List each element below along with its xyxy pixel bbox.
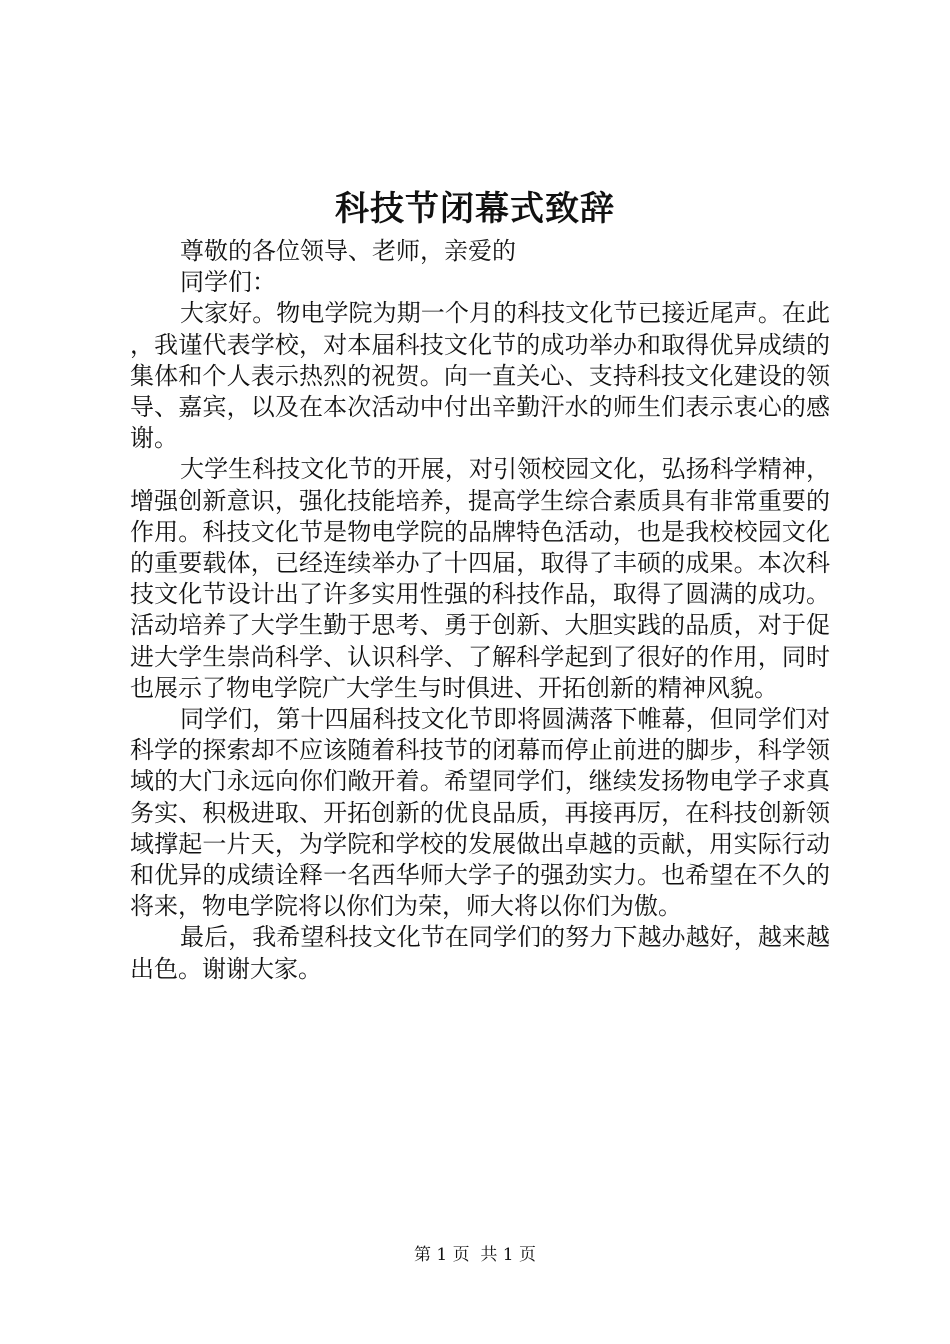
paragraph-closing: 最后，我希望科技文化节在同学们的努力下越办越好，越来越出色。谢谢大家。 bbox=[130, 923, 830, 983]
page-number-footer: 第 1 页 共 1 页 bbox=[413, 1245, 537, 1265]
paragraph-greeting: 大家好。物电学院为期一个月的科技文化节已接近尾声。在此，我谨代表学校，对本届科技文化节的成功举办和取得优异成绩的集体和个人表示热烈的祝贺。向一直关心、支持科技文化建设的领导、嘉宾，以及在本次活动中付出辛勤汗水的师生们表示衷心的感谢。 bbox=[130, 299, 830, 453]
salutation-line-1: 尊敬的各位领导、老师，亲爱的 bbox=[180, 237, 516, 265]
paragraph-hopes: 同学们，第十四届科技文化节即将圆满落下帷幕，但同学们对科学的探索却不应该随着科技节的闭幕而停止前进的脚步，科学领域的大门永远向你们敞开着。希望同学们，继续发扬物电学子求真务实、积极进取、开拓创新的优良品质，再接再厉，在科技创新领域撑起一片天，为学院和学校的发展做出卓越的贡献，用实际行动和优异的成绩诠释一名西华师大学子的强劲实力。也希望在不久的将来，物电学院将以你们为荣，师大将以你们为傲。 bbox=[130, 705, 830, 921]
paragraph-festival-significance: 大学生科技文化节的开展，对引领校园文化，弘扬科学精神，增强创新意识，强化技能培养，提高学生综合素质具有非常重要的作用。科技文化节是物电学院的品牌特色活动，也是我校校园文化的重要载体，已经连续举办了十四届，取得了丰硕的成果。本次科技文化节设计出了许多实用性强的科技作品，取得了圆满的成功。活动培养了大学生勤于思考、勇于创新、大胆实践的品质，对于促进大学生崇尚科学、认识科学、了解科学起到了很好的作用，同时也展示了物电学院广大学生与时俱进、开拓创新的精神风貌。 bbox=[130, 455, 830, 702]
document-body bbox=[130, 236, 830, 985]
salutation-line-2: 同学们： bbox=[180, 268, 276, 297]
document-title: 科技节闭幕式致辞 bbox=[335, 189, 615, 229]
